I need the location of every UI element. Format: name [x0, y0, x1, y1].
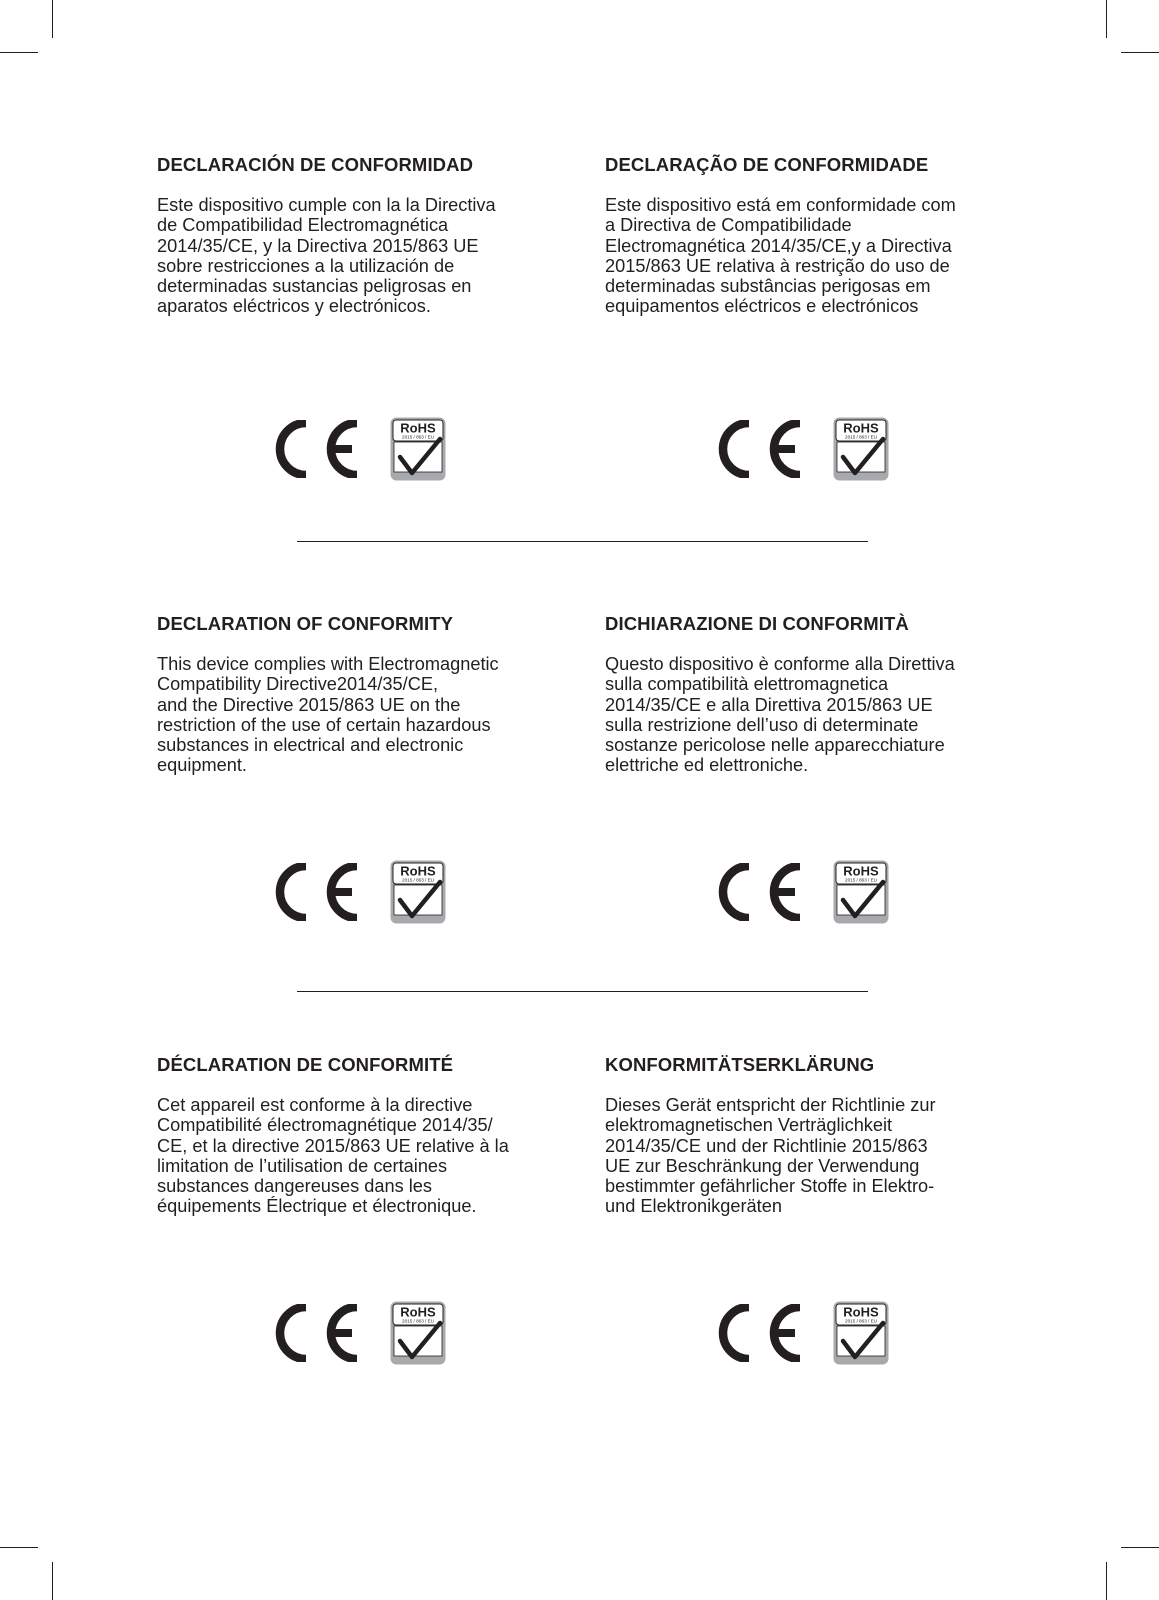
- body-line: equipment.: [157, 755, 247, 776]
- declaration-heading: DÉCLARATION DE CONFORMITÉ: [157, 1054, 454, 1075]
- body-line: CE, et la directive 2015/863 UE relative à la: [157, 1135, 509, 1156]
- body-line: sostanze pericolose nelle apparecchiature: [605, 735, 945, 756]
- declaration-body: [605, 1095, 1005, 1217]
- ce-mark-icon: [272, 420, 358, 478]
- declaration-english: [157, 613, 557, 776]
- ce-mark-icon: [715, 863, 801, 921]
- rohs-sub-label: 2015 / 863 / EU: [402, 877, 434, 883]
- rohs-badge-icon: [833, 1301, 889, 1365]
- declaration-heading: DECLARAÇÃO DE CONFORMIDADE: [605, 154, 929, 175]
- body-line: Compatibilité électromagnétique 2014/35/: [157, 1115, 493, 1136]
- body-line: and the Directive 2015/863 UE on the: [157, 694, 461, 715]
- rohs-badge-icon: [390, 1301, 446, 1365]
- declaration-portuguese: [605, 154, 1005, 317]
- body-line: Compatibility Directive2014/35/CE,: [157, 674, 439, 695]
- rohs-badge-icon: [833, 860, 889, 924]
- crop-mark-bottom-left-vertical: [52, 1562, 53, 1600]
- body-line: 2014/35/CE und der Richtlinie 2015/863: [605, 1135, 928, 1156]
- declaration-heading: DECLARACIÓN DE CONFORMIDAD: [157, 154, 474, 175]
- declaration-body: [605, 654, 1005, 776]
- body-line: Questo dispositivo è conforme alla Direttiva: [605, 654, 955, 674]
- crop-mark-top-right-vertical: [1106, 0, 1107, 38]
- rohs-sub-label: 2015 / 863 / EU: [845, 1318, 877, 1324]
- body-line: sulla compatibilità elettromagnetica: [605, 674, 889, 695]
- body-line: UE zur Beschränkung der Verwendung: [605, 1155, 920, 1176]
- rohs-sub-label: 2015 / 863 / EU: [402, 1318, 434, 1324]
- body-line: sobre restricciones a la utilización de: [157, 255, 455, 276]
- declaration-heading: DECLARATION OF CONFORMITY: [157, 613, 454, 634]
- body-line: Electromagnética 2014/35/CE,y a Directiva: [605, 235, 952, 256]
- declaration-body: [157, 654, 557, 776]
- body-line: determinadas sustancias peligrosas en: [157, 276, 472, 297]
- ce-mark-icon: [715, 420, 801, 478]
- crop-mark-top-right-horizontal: [1121, 52, 1159, 53]
- body-line: Este dispositivo está em conformidade com: [605, 195, 956, 215]
- body-line: limitation de l’utilisation de certaines: [157, 1155, 448, 1176]
- rohs-sub-label: 2015 / 863 / EU: [845, 877, 877, 883]
- declaration-heading: DICHIARAZIONE DI CONFORMITÀ: [605, 613, 909, 634]
- body-line: équipements Électrique et électronique.: [157, 1196, 477, 1217]
- body-line: substances in electrical and electronic: [157, 735, 464, 756]
- crop-mark-bottom-right-vertical: [1106, 1562, 1107, 1600]
- rohs-sub-label: 2015 / 863 / EU: [845, 434, 877, 440]
- rohs-label: RoHS: [400, 863, 436, 879]
- body-line: bestimmter gefährlicher Stoffe in Elektro-: [605, 1176, 935, 1197]
- body-line: elettriche ed elettroniche.: [605, 755, 809, 776]
- rohs-badge-icon: [833, 417, 889, 481]
- body-line: determinadas substâncias perigosas em: [605, 276, 931, 297]
- ce-mark-icon: [272, 863, 358, 921]
- rohs-label: RoHS: [843, 1304, 879, 1320]
- body-line: de Compatibilidad Electromagnética: [157, 215, 449, 236]
- body-line: 2014/35/CE, y la Directiva 2015/863 UE: [157, 235, 479, 256]
- rohs-badge-icon: [390, 417, 446, 481]
- crop-mark-top-left-vertical: [52, 0, 53, 38]
- body-line: equipamentos eléctricos e electrónicos: [605, 296, 919, 317]
- rohs-label: RoHS: [843, 420, 879, 436]
- declaration-body: [157, 1095, 557, 1217]
- declaration-italian: [605, 613, 1005, 776]
- declaration-spanish: [157, 154, 557, 317]
- body-line: aparatos eléctricos y electrónicos.: [157, 296, 431, 317]
- declaration-german: [605, 1054, 1005, 1217]
- body-line: und Elektronikgeräten: [605, 1196, 782, 1217]
- rohs-label: RoHS: [400, 1304, 436, 1320]
- crop-mark-bottom-right-horizontal: [1121, 1547, 1159, 1548]
- rohs-label: RoHS: [843, 863, 879, 879]
- rohs-label: RoHS: [400, 420, 436, 436]
- rohs-sub-label: 2015 / 863 / EU: [402, 434, 434, 440]
- body-line: sulla restrizione dell’uso di determinate: [605, 714, 919, 735]
- declaration-french: [157, 1054, 557, 1217]
- body-line: Dieses Gerät entspricht der Richtlinie zur: [605, 1095, 936, 1115]
- body-line: substances dangereuses dans les: [157, 1176, 433, 1197]
- body-line: a Directiva de Compatibilidade: [605, 215, 852, 236]
- body-line: elektromagnetischen Verträglichkeit: [605, 1115, 893, 1136]
- body-line: restriction of the use of certain hazardous: [157, 714, 491, 735]
- body-line: 2014/35/CE e alla Direttiva 2015/863 UE: [605, 694, 933, 715]
- declaration-body: [605, 195, 1005, 317]
- crop-mark-bottom-left-horizontal: [0, 1547, 38, 1548]
- rohs-badge-icon: [390, 860, 446, 924]
- declaration-heading: KONFORMITÄTSERKLÄRUNG: [605, 1054, 875, 1075]
- section-divider: [297, 991, 868, 992]
- body-line: This device complies with Electromagnetic: [157, 654, 499, 674]
- ce-mark-icon: [272, 1304, 358, 1362]
- crop-mark-top-left-horizontal: [0, 52, 38, 53]
- body-line: Cet appareil est conforme à la directive: [157, 1095, 473, 1115]
- ce-mark-icon: [715, 1304, 801, 1362]
- declaration-body: [157, 195, 557, 317]
- body-line: Este dispositivo cumple con la la Directiva: [157, 195, 496, 215]
- section-divider: [297, 541, 868, 542]
- body-line: 2015/863 UE relativa à restrição do uso de: [605, 255, 950, 276]
